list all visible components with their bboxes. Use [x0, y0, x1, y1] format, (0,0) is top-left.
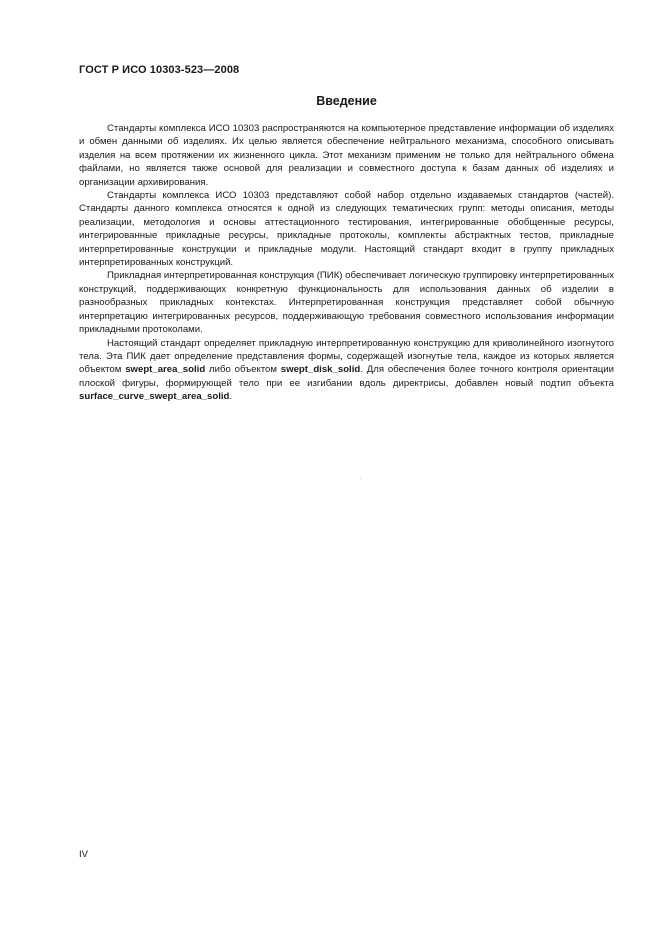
paragraph-4-text-4: . [229, 391, 233, 403]
introduction-body [79, 122, 614, 404]
standard-header: ГОСТ Р ИСО 10303-523—2008 [79, 64, 240, 76]
entity-surface-curve-swept-area-solid: surface_curve_swept_area_solid [79, 391, 230, 403]
entity-swept-area-solid: swept_area_solid [125, 364, 206, 376]
paragraph-4-text-2: либо объектом [205, 364, 281, 376]
scan-speck [360, 478, 361, 479]
paragraph-4 [79, 337, 614, 404]
section-title: Введение [316, 94, 377, 108]
paragraph-4-text-1: Настоящий стандарт определяет прикладную интерпретированную конструкцию для криволинейного изогнутого тела. Эта ПИК дает определение представления формы, содержащей изогнутые тела, каждое из которых является объектом [79, 337, 614, 376]
entity-swept-disk-solid: swept_disk_solid [280, 364, 361, 376]
paragraph-1: Стандарты комплекса ИСО 10303 распространяются на компьютерное представление информации об изделиях и обмен данными об изделиях. Их целью является обеспечение нейтрального механизма, способного описывать изделия на всем протяжении их жизненного цикла. Этот механизм применим не только для нейтрального обмена файлами, но является также основой для реализации и совместного доступа к базам данных об изделиях и организации архивирования. [79, 123, 614, 188]
page-number: IV [79, 849, 88, 860]
paragraph-4-text-3: . Для обеспечения более точного контроля ориентации плоской фигуры, формирующей тело при ее изгибании вдоль директрисы, добавлен новый подтип объекта [79, 364, 614, 389]
paragraph-2: Стандарты комплекса ИСО 10303 представляют собой набор отдельно издаваемых стандартов (частей). Стандарты данного комплекса относятся к одной из следующих тематических групп: методы описания, методы реализации, методология и основы аттестационного тестирования, интегрированные обобщенные ресурсы, интегрированные прикладные ресурсы, прикладные протоколы, комплекты абстрактных тестов, прикладные интерпретированные конструкции и прикладные модули. Настоящий стандарт входит в группу прикладных интерпретированных конструкций. [79, 190, 614, 269]
paragraph-3: Прикладная интерпретированная конструкция (ПИК) обеспечивает логическую группировку интерпретированных конструкций, поддерживающих конкретную функциональность для использования данных об изделии в разнообразных прикладных контекстах. Интерпретированная конструкция представляет собой обычную интерпретацию интегрированных ресурсов, поддерживающую требования совместного использования информации прикладными протоколами. [79, 270, 614, 336]
